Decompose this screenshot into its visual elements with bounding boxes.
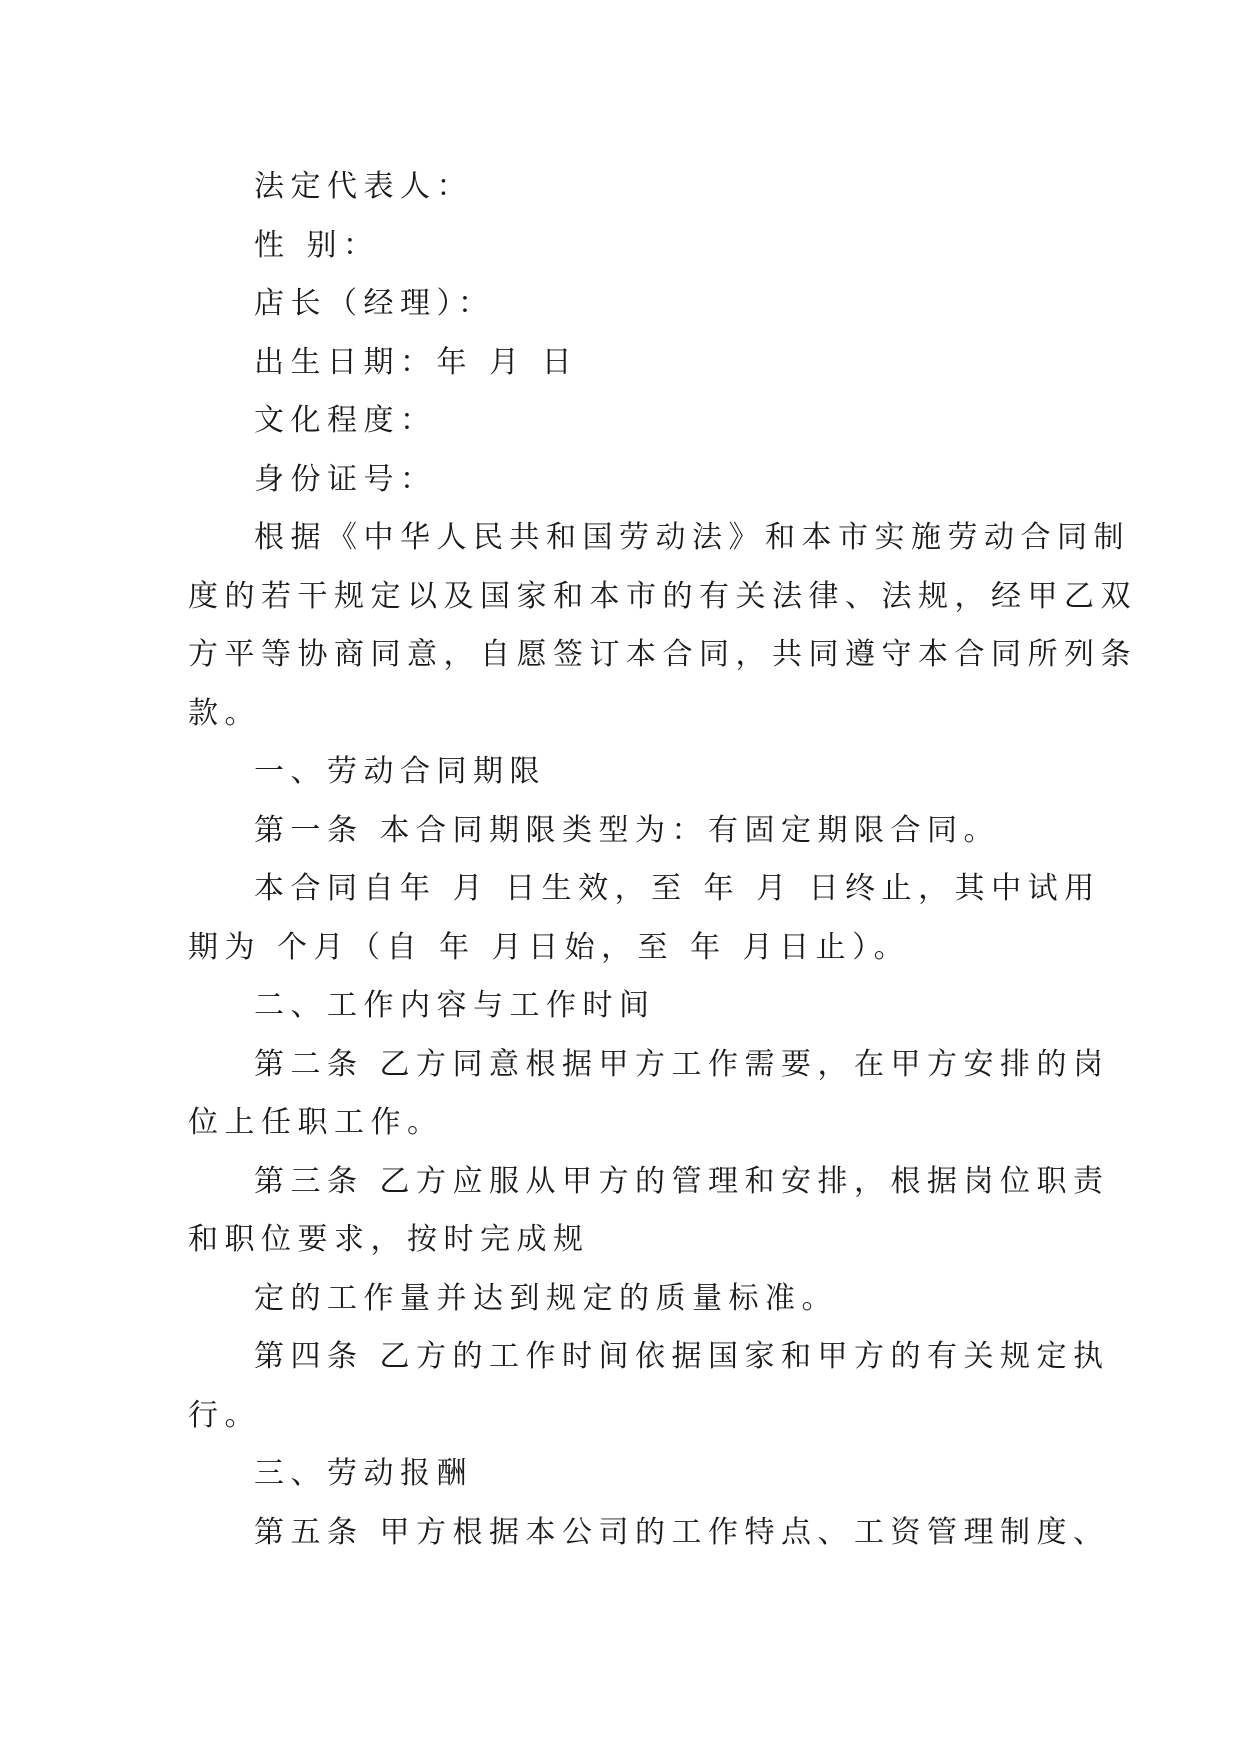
article-1: 第一条 本合同期限类型为：有固定期限合同。	[254, 812, 1001, 848]
field-store-manager: 店长（经理）：	[254, 286, 495, 321]
section-heading-contract-term: 一、劳动合同期限	[254, 754, 546, 789]
preamble-line: 度的若干规定以及国家和本市的有关法律、法规，经甲乙双	[188, 578, 1137, 614]
field-birth-date: 出生日期：年 月 日	[254, 344, 579, 380]
article-4: 第四条 乙方的工作时间依据国家和甲方的有关规定执	[254, 1339, 1110, 1374]
preamble-line: 款。	[188, 695, 261, 731]
article-1-term-line: 期为 个月（自 年 月日始，至 年 月日止）。	[188, 929, 911, 965]
article-3-line: 和职位要求，按时完成规	[188, 1222, 590, 1257]
article-3-line: 定的工作量并达到规定的质量标准。	[254, 1280, 838, 1316]
preamble-line: 根据《中华人民共和国劳动法》和本市实施劳动合同制	[254, 520, 1130, 555]
preamble-line: 方平等协商同意，自愿签订本合同，共同遵守本合同所列条	[188, 637, 1137, 672]
document-body	[188, 158, 1137, 1562]
field-education: 文化程度：	[254, 403, 437, 438]
article-3: 第三条 乙方应服从甲方的管理和安排，根据岗位职责	[254, 1163, 1110, 1199]
article-2: 第二条 乙方同意根据甲方工作需要，在甲方安排的岗	[254, 1046, 1110, 1082]
field-id-number: 身份证号：	[254, 461, 437, 497]
article-5: 第五条 甲方根据本公司的工作特点、工资管理制度、	[254, 1514, 1110, 1550]
field-legal-representative: 法定代表人：	[254, 169, 473, 204]
article-2-line: 位上任职工作。	[188, 1105, 444, 1140]
section-heading-work-content: 二、工作内容与工作时间	[254, 988, 656, 1023]
article-4-line: 行。	[188, 1397, 261, 1433]
section-heading-remuneration: 三、劳动报酬	[254, 1456, 473, 1491]
field-gender: 性 别：	[254, 227, 380, 263]
article-1-term-line: 本合同自年 月 日生效，至 年 月 日终止，其中试用	[254, 871, 1101, 906]
